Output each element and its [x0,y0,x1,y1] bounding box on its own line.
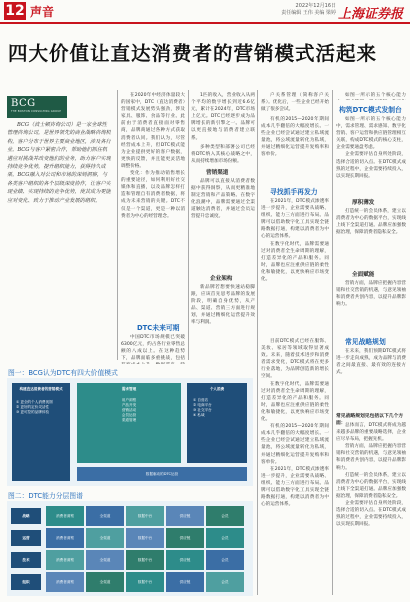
fig1-center-panel [77,383,181,463]
fig2-cell: 全渠道 [86,506,124,526]
fig1-right-item: ④ 私域 [193,413,205,417]
subhead-value-improve: 寻找抓手再发力 [270,188,318,196]
logo-subtitle: THE BOSTON CONSULTING GROUP [11,110,62,113]
paragraph: 在2020年中经济体量较大的国家中，DTC（直达消费者）营销模式发展势头强劲，涉及家具、服饰、食品等行业。此前由于消费者直接面对零售商，品牌商通过各种方式获取消费者认同。我们认为，尽管经营成本上升，但DTC模式能为企业提供更好的客户数据，更快的反馈，并且能更灵活地调整价格。 [121,93,185,169]
fig1-right-item: ① 自营店 [193,398,209,402]
paragraph: 在数字化时代，品牌需要通过对消费者全生命周期的理解，打造差异化的产品和服务。同时，品牌也应注重供应链的柔性化和敏捷化，以更快响应市场变化。 [261,381,329,423]
fig1-center-item: 渠道管理 [121,418,137,422]
paragraph: 在未来，我们预期DTC模式将进一步走向成熟，成为品牌与消费者之间最直接、最有效的连接方式。 [336,349,406,376]
header-meta [236,3,336,17]
fig1-left-item: ③ 更可控的品牌体验 [16,410,50,414]
fig2-cell: 全渠道 [86,572,124,592]
paragraph: 在数字化时代，品牌需要通过对消费者全生命周期的理解，打造差异化的产品和服务。同时，品牌也应注重供应链的柔性化和敏捷化，以更快响应市场变化。 [261,241,329,283]
figure2 [7,501,253,596]
subhead-enterprise-structure: 企业架构 [210,276,233,282]
fig1-bottom-bar: 数据驱动的DTC运营 [77,467,247,481]
column-rule [257,90,258,595]
headline: 四大价值让直达消费者的营销模式活起来 [8,42,378,65]
header-editors: 责任编辑 王伟 美编 梁婷 [281,10,336,16]
article-column-5 [336,92,406,100]
paragraph: 打造统一的会员体系，建立以消费者为中心的数据平台，实现线上线下全渠道打通。品牌应加强数据治理，保障消费者隐私安全。 [336,209,406,236]
fig1-center-item: 营销活动 [121,408,137,412]
paragraph: 在2021年，DTC模式渗透率进一步提升，企业需要从战略、组织、能力三方面进行布局。品牌可以借助数字化工具实现全链路数据打通，构建以消费者为中心的运营体系。 [261,466,329,508]
subhead-value-global: 全面赋能 [352,272,375,278]
fig1-center-item: 产品开发 [121,403,137,407]
intro-text: BCG（波士顿咨询公司）是一家全球性管理咨询公司，是世界领先的商业战略咨询机构，客户分布于世界主要商业地区，涉及各行业。BCG与客户紧密合作，帮助他们抓住机遇应对挑战并改变他们的业务，助力客户实现持续竞争优势，提升组织能力，获得持久成果。BCG融入对公司和市场的深刻洞察，与各类客户组织的各个层级深度协作，让客户实现业绩、实现持续的竞争优势，使其成为更能应对变化、致力于推动产业发展的组织。 [7,122,111,204]
fig2-cell: 数据中台 [126,550,164,570]
fig1-center-item: 会员运营 [121,413,137,417]
column-rule [332,90,333,595]
paragraph: 营销方面，品牌应把握内容营销和社交营销的机遇，与意见领袖和消费者共创内容，以提升品牌影响力。 [336,281,406,308]
fig1-center-item: 用户洞察 [121,398,137,402]
paragraph: 营销方面，品牌应把握内容营销和社交营销的机遇，与意见领袖和消费者共创内容，以提升品牌影响力。 [336,444,406,471]
article-column-4b [261,116,329,182]
paragraph: 品牌可以直接从消费者数据中获得洞察，从而更精准地制定营销和产品策略。在数字化浪潮中，品牌需要通过全渠道触达消费者，并通过会员运营提升忠诚度。 [191,179,255,220]
fig1-right-title: 个人消费 [209,387,225,391]
paragraph: 有机的2015—2020年期间成本几乎翻倍的大幅度增长。一些企业已经尝试通过建立私域流量池，将公域流量转化为私域，并通过精细化运营提升复购率和客单价。 [261,117,329,158]
fig2-cell: 会员 [206,550,244,570]
fig2-cell: 会员 [206,572,244,592]
paragraph: 多种类型和部署公司已经将DTC纳入其核心战略之中，从而持续增加市场份额。 [191,145,255,164]
fig2-row-label: 战略 [11,508,41,524]
column-rule [188,90,189,360]
bcg-logo [7,96,67,118]
article-column-4d [261,338,329,594]
paragraph: 户关系管理（简称客户关系）。优化后，一些企业已经开始做了很多尝试。 [261,93,329,113]
article-column-5b [336,116,406,194]
article-column-5e [336,348,406,410]
subhead-build-dtc: 构筑DTC模式发制台 [339,106,402,114]
logo-text: BCG [11,98,36,109]
fig1-right-item: ② 电商平台 [193,403,212,407]
fig2-cell: 全渠道 [86,550,124,570]
paragraph: 中国DTC市场规模已突破6300亿元，约占各行业零售总额的八成以上。在这种趋势下，品牌面临多重挑战，包括 [121,335,185,362]
figure1 [7,378,253,486]
fig1-left-item: ② 更好的定价灵活性 [16,405,50,409]
fig2-cell: 供应链 [166,550,204,570]
article-column-5d [336,280,406,332]
paragraph: 企业需要评估自身所处阶段，选择合适的切入点。在DTC模式成熟的过程中，企业需要持续投入，以实现长期回报。 [336,501,406,528]
fig2-cell: 供应链 [166,506,204,526]
fig2-cell: 数据中台 [126,506,164,526]
figure1-title: 图一：BCG认为DTC有四大价值模式 [8,369,118,377]
figure2-title: 图二：DTC能力分层图谱 [8,492,83,500]
paragraph: 总体而言，DTC模式将成为越来越多品牌的重要战略选择，企业应尽早布局，把握先机。 [336,423,406,443]
fig2-cell: 消费者洞察 [46,572,84,592]
fig1-right-panel [187,383,247,463]
fig2-cell: 供应链 [166,528,204,548]
paragraph: 新品牌若想要快速站稳脚跟，应该首先思考品牌的发展阶段，明确自身优势，从产品、渠道、营销三方面进行规划，并通过精细化运营提升效率与利润。 [191,285,255,326]
header-rule [0,22,410,24]
fig2-cell: 全渠道 [86,528,124,548]
header-date: 2022年12月16日 [295,3,336,9]
fig1-center-title: 需求管理 [121,387,137,391]
article-column-4 [261,92,329,114]
fig1-right-item: ③ 社交平台 [193,408,212,412]
paragraph: 如图一所示的五个核心能力 [345,93,406,98]
fig1-left-panel [12,383,70,481]
article-column-4c [261,198,329,334]
subhead-marketing-channel: 营销渠道 [206,170,229,176]
fig2-cell: 消费者洞察 [46,550,84,570]
paragraph: 如图一所示的五个核心能力中，需求管理、需求感知、数字化营销、客户运营和供应链管理相互关联，构成DTC模式的核心支柱，企业需要通盘考虑。 [336,117,406,151]
article-column-3d [191,284,255,362]
article-column-3b [191,144,255,164]
fig2-row-label: 技术 [11,552,41,568]
paragraph: 企业需要评估自身所处阶段，选择合适的切入点。在DTC模式成熟的过程中，企业需要持续投入，以实现长期回报。 [336,152,406,179]
paragraph: 目前DTC模式已经在服饰、美妆、家居等领域取得显著成效。未来，随着技术进步和消费者需求变化，DTC模式将在更多行业落地，为品牌创造新的增长空间。 [261,339,329,380]
column-rule [117,90,118,360]
author-intro [7,121,111,319]
section-name: 声音 [30,5,55,19]
fig1-left-title: 构建直达消费者的营销模式 [19,387,63,391]
article-column-5f [336,422,406,594]
article-column-3 [191,92,255,142]
article-column-2b [121,334,185,364]
fig2-cell: 会员 [206,528,244,548]
fig2-cell: 数据中台 [126,528,164,548]
article-column-2 [121,92,185,320]
fig2-row-label: 运营 [11,530,41,546]
fig2-cell: 消费者洞察 [46,528,84,548]
fig2-cell: 数据中台 [126,572,164,592]
newspaper-name: 上海证券报 [338,7,404,22]
paragraph: 变化：作为推动销售增长的重要途径，如何利用好社交媒体和直播，以及品牌怎样打造和管理自有消费者数据，将成为未来营销的关键。DTC不仅是一个渠道，更是一种以消费者为中心的经营理念。 [121,171,185,219]
subhead-value-reach: 厚积薄发 [352,200,375,206]
fig2-cell: 会员 [206,506,244,526]
fig2-row-label: 组织 [11,574,41,590]
subhead-conclusion: 常见战略规划 [345,338,386,346]
paragraph: 有机的2015—2020年期间成本几乎翻倍的大幅度增长。一些企业已经尝试通过建立私域流量池，将公域流量转化为私域，并通过精细化运营提升复购率和客单价。 [261,424,329,465]
paragraph: 在2021年，DTC模式渗透率进一步提升，企业需要从战略、组织、能力三方面进行布局。品牌可以借助数字化工具实现全链路数据打通，构建以消费者为中心的运营体系。 [261,199,329,240]
fig1-left-item: ① 更全的个人消费视图 [16,400,53,404]
page-header [0,0,410,22]
fig2-cell: 供应链 [166,572,204,592]
subhead-dtc-future: DTC未来可期 [137,324,180,332]
paragraph: 1匹的收入，营业收入从两个平均的数字增长到近6.6亿元，累计在2024年，DTC市场上亿元。DTC已经逐步成为品牌增长的新引擎之一。品牌可以更直接地与消费者建立联系。 [191,93,255,141]
article-column-5c [336,208,406,266]
fig2-cell: 消费者洞察 [46,506,84,526]
subhead-conclusion-sub: 常见战略规划见包括以下几个方面： [336,414,404,426]
article-column-3c [191,178,255,270]
paragraph: 打造统一的会员体系，建立以消费者为中心的数据平台，实现线上线下全渠道打通。品牌应加强数据治理，保障消费者隐私安全。 [336,472,406,499]
page-number: 12 [5,3,25,19]
